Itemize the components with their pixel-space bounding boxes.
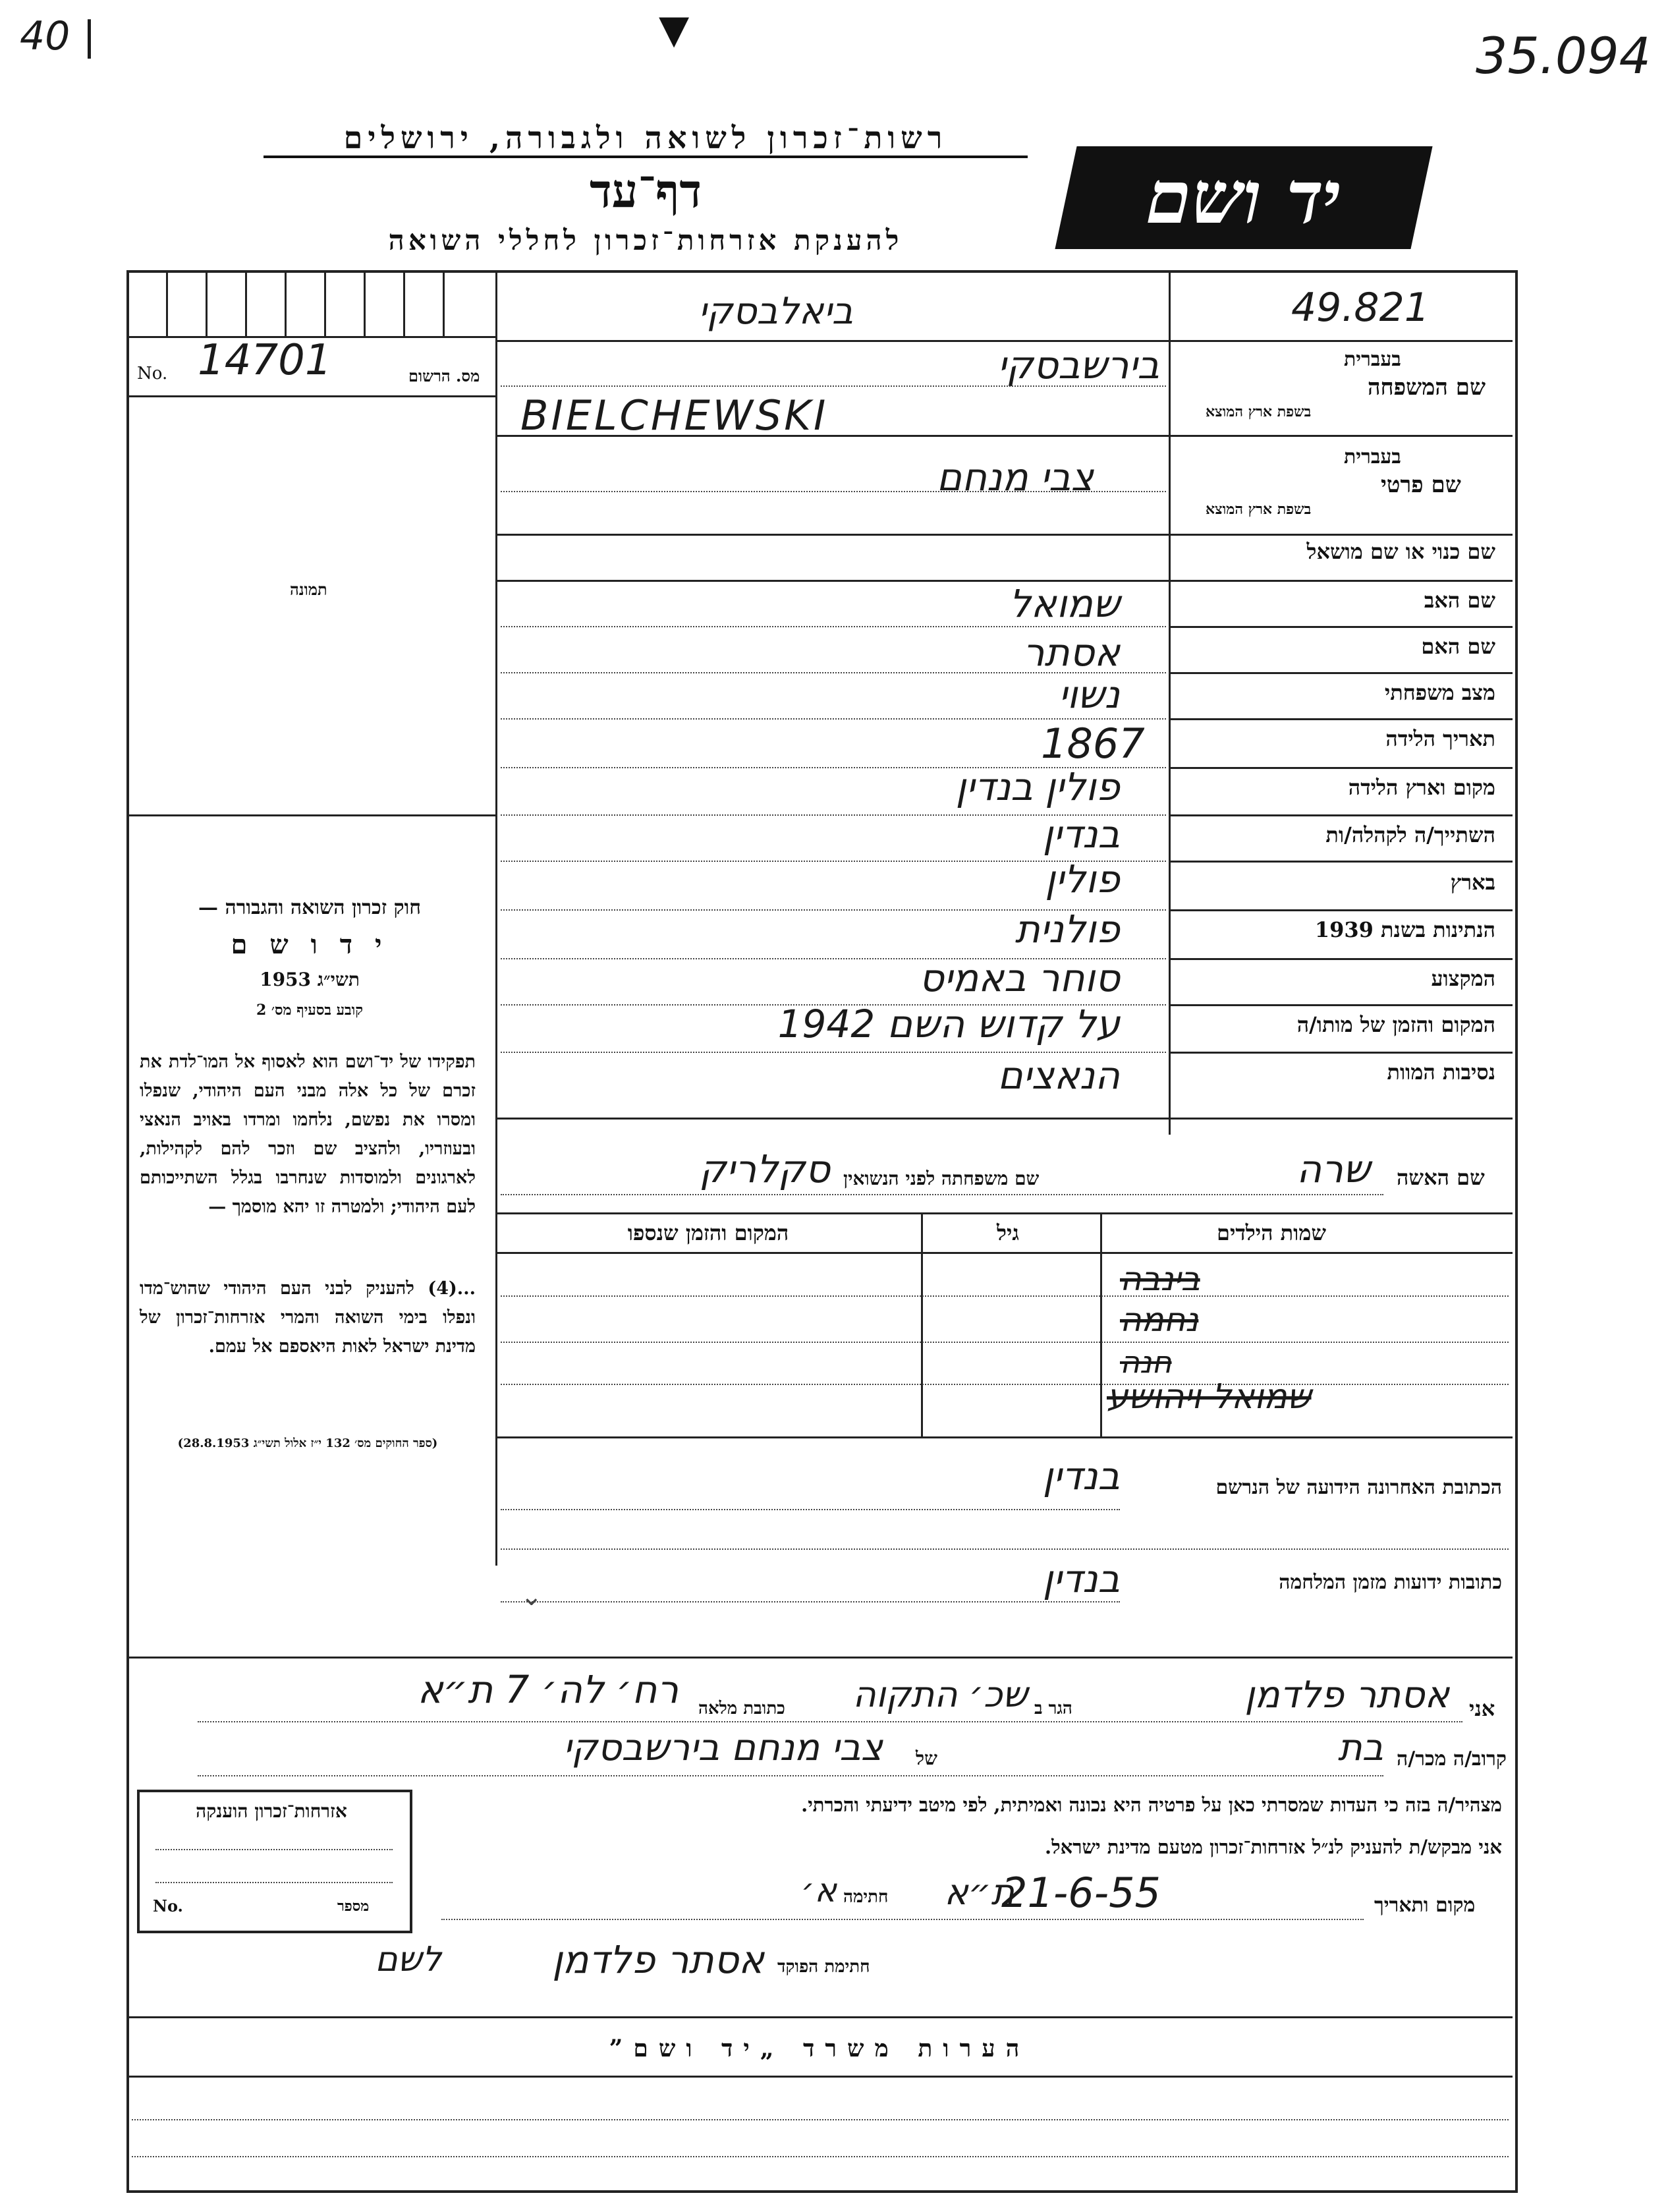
witness-name-value[interactable]: אסתר פלדמן — [1244, 1674, 1449, 1716]
law-year: תשי״ג 1953 — [260, 969, 360, 990]
top-name-handwriting: ביאלבסקי — [698, 290, 854, 333]
father-name-label: שם האב — [1424, 588, 1495, 613]
death-circumstances-value[interactable]: הנאצים — [997, 1053, 1120, 1098]
signature-value[interactable]: א׳ — [800, 1871, 837, 1910]
law-name: י ד ו ש ם — [231, 929, 389, 960]
reg-no-label-en: No. — [137, 364, 168, 383]
citizenship-label: הנתינות בשנת 1939 — [1314, 917, 1495, 942]
children-age-header: גיל — [997, 1220, 1019, 1245]
child-row-3[interactable]: חנה — [1120, 1344, 1172, 1380]
country-value[interactable]: פולין — [1045, 857, 1120, 901]
top-code-handwriting: 49.821 — [1291, 285, 1430, 331]
family-name-hebrew-sublabel: בעברית — [1344, 348, 1401, 371]
mother-name-label: שם האם — [1421, 634, 1495, 659]
official-signature-label: חתימת הפוקד — [777, 1957, 870, 1977]
law-paragraph-1: תפקידו של יד־ושם הוא לאסוף אל המו־לדת את זכרם של כל אלה מבני העם היהודי, שנפלו ומסרו את נפשם, נלחמו ומרדו באויב הנאצי ובעוזריו, ולהציב שם וזכר להם לקהילות, לארגונים ולמוסדות שנחרבו בגלל השתייכותם לעם היהודי; ולמטרה זו יהא מוסמך — — [140, 1052, 476, 1217]
marital-status-label: מצב משפחתי — [1384, 680, 1495, 705]
grant-box-title: אזרחות־זכרון הוענקה — [196, 1800, 347, 1822]
resides-value[interactable]: שכ׳ התקוה — [852, 1674, 1028, 1715]
death-place-time-label: המקום והזמן של מותו/ה — [1296, 1012, 1495, 1037]
date-value[interactable]: 21-6-55 — [1001, 1869, 1161, 1917]
grant-box-no-he: מספר — [337, 1898, 370, 1915]
mother-name-value[interactable]: אסתר — [1022, 630, 1120, 675]
occupation-value[interactable]: סוחר באמיס — [919, 955, 1120, 1000]
child-row-2[interactable]: נחמה — [1120, 1301, 1199, 1339]
of-value[interactable]: צבי מנחם בירשבסקי — [563, 1726, 883, 1769]
spouse-label: שם האשה — [1397, 1165, 1485, 1190]
yad-vashem-logo: יד ושם — [1055, 146, 1432, 249]
citizenship-value[interactable]: פולנית — [1015, 907, 1120, 951]
form-title: דף־עד — [589, 163, 702, 218]
form-subtitle: להענקת אזרחות־זכרון לחללי השואה — [388, 224, 903, 256]
child-row-4[interactable]: שמואל ויהושע — [1107, 1377, 1312, 1417]
last-address-label: הכתובת האחרונה הידועה של הנרשם — [1215, 1476, 1502, 1499]
given-name-hebrew-value[interactable]: צבי מנחם — [936, 455, 1094, 499]
reg-no-label-he: מס. הרשום — [408, 366, 480, 385]
small-arrow-icon: ⌄ — [520, 1581, 543, 1612]
occupation-label: המקצוע — [1431, 966, 1495, 991]
death-circumstances-label: נסיבות המוות — [1387, 1060, 1495, 1085]
death-place-time-value[interactable]: על קדוש השם 1942 — [777, 1002, 1120, 1046]
of-label: של — [916, 1747, 937, 1769]
birth-place-value[interactable]: פולין בנדין — [955, 764, 1120, 809]
remarks-heading: הערות משרד „יד ושם” — [609, 2035, 1030, 2062]
nickname-label: שם כנוי או שם מושאל — [1306, 539, 1495, 564]
family-name-label: שם המשפחה — [1368, 374, 1486, 401]
photo-label: תמונה — [290, 580, 327, 599]
family-name-hebrew-value[interactable]: בירשבסקי — [997, 343, 1159, 387]
law-citation: (ספר החוקים מס׳ 132 י״ז אלול תשי״ג 28.8.1953) — [177, 1436, 438, 1450]
spouse-value[interactable]: שרה — [1296, 1147, 1370, 1191]
arrow-down-icon: ▼ — [659, 7, 690, 53]
resides-label: הגר ב — [1034, 1699, 1072, 1718]
given-name-hebrew-sublabel: בעברית — [1344, 445, 1401, 468]
law-clause: קובע בסעיף מס׳ 2 — [256, 1002, 364, 1019]
war-addresses-label: כתובות ידועות מזמן המלחמה — [1279, 1571, 1502, 1594]
marital-status-value[interactable]: נשוי — [1058, 672, 1120, 717]
last-address-value[interactable]: בנדין — [1042, 1454, 1120, 1498]
given-name-origin-sublabel: בשפת ארץ המוצא — [1206, 501, 1312, 518]
place-value[interactable]: ת״א — [944, 1871, 1015, 1913]
margin-mark-right: 35.094 — [1476, 26, 1651, 85]
full-address-label: כתובת מלאה — [698, 1699, 785, 1718]
official-signature-value[interactable]: אסתר פלדמן — [552, 1937, 764, 1982]
children-names-header: שמות הילדים — [1217, 1220, 1326, 1245]
reg-number: 14701 — [198, 336, 332, 385]
children-place-header: המקום והזמן שנספו — [627, 1220, 789, 1245]
relative-label: קרוב/ה מכר/ה — [1397, 1747, 1507, 1771]
law-paragraph-2: ...(4) להעניק לבני העם היהודי שהוש־מדו ונפלו בימי השואה והמרי אזרחות־זכרון של מדינת ישראל לאות היאספם אל עמם. — [140, 1278, 476, 1357]
official-signature-extra: לשם — [375, 1940, 441, 1979]
relative-value[interactable]: בת — [1337, 1726, 1383, 1769]
given-name-label: שם פרטי — [1381, 472, 1461, 498]
community-label: השתייך/ה לקהלה/ות — [1325, 822, 1495, 847]
country-label: בארץ — [1450, 870, 1495, 895]
maiden-name-value[interactable]: סקלריק — [699, 1147, 830, 1191]
declaration-statement-2: אני מבקש/ת להעניק לנ״ל אזרחות־זכרון מטעם מדינת ישראל. — [1045, 1836, 1502, 1858]
signature-label: חתימה — [843, 1887, 889, 1907]
grant-box-no-en: No. — [153, 1896, 183, 1915]
law-heading: חוק זכרון השואה והגבורה — — [198, 896, 421, 919]
margin-mark-left: 40 | — [20, 13, 96, 59]
declaration-statement-1: מצהיר/ה בזה כי העדות שמסרתי כאן על פרטיה היא נכונה ואמיתית, לפי מיטב ידיעתי והכרתי. — [801, 1794, 1502, 1816]
maiden-name-label: שם משפחתה לפני הנשואין — [843, 1168, 1040, 1189]
place-date-label: מקום ותאריך — [1374, 1894, 1476, 1917]
birth-date-value[interactable]: 1867 — [1041, 720, 1145, 768]
full-address-value[interactable]: רח׳ לה׳ 7 ת״א — [417, 1667, 679, 1712]
family-name-origin-sublabel: בשפת ארץ המוצא — [1206, 403, 1312, 420]
community-value[interactable]: בנדין — [1042, 812, 1120, 857]
family-name-origin-value[interactable]: BIELCHEWSKI — [520, 391, 829, 440]
father-name-value[interactable]: שמואל — [1009, 581, 1120, 626]
child-row-1[interactable]: בינבה — [1120, 1260, 1200, 1298]
war-addresses-value[interactable]: בנדין — [1042, 1556, 1120, 1601]
authority-title: רשות־זכרון לשואה ולגבורה, ירושלים — [264, 120, 1028, 158]
declaration-i-label: אני — [1469, 1696, 1495, 1721]
grant-box — [137, 1790, 412, 1933]
birth-place-label: מקום וארץ הלידה — [1348, 775, 1495, 800]
birth-date-label: תאריך הלידה — [1385, 726, 1495, 751]
